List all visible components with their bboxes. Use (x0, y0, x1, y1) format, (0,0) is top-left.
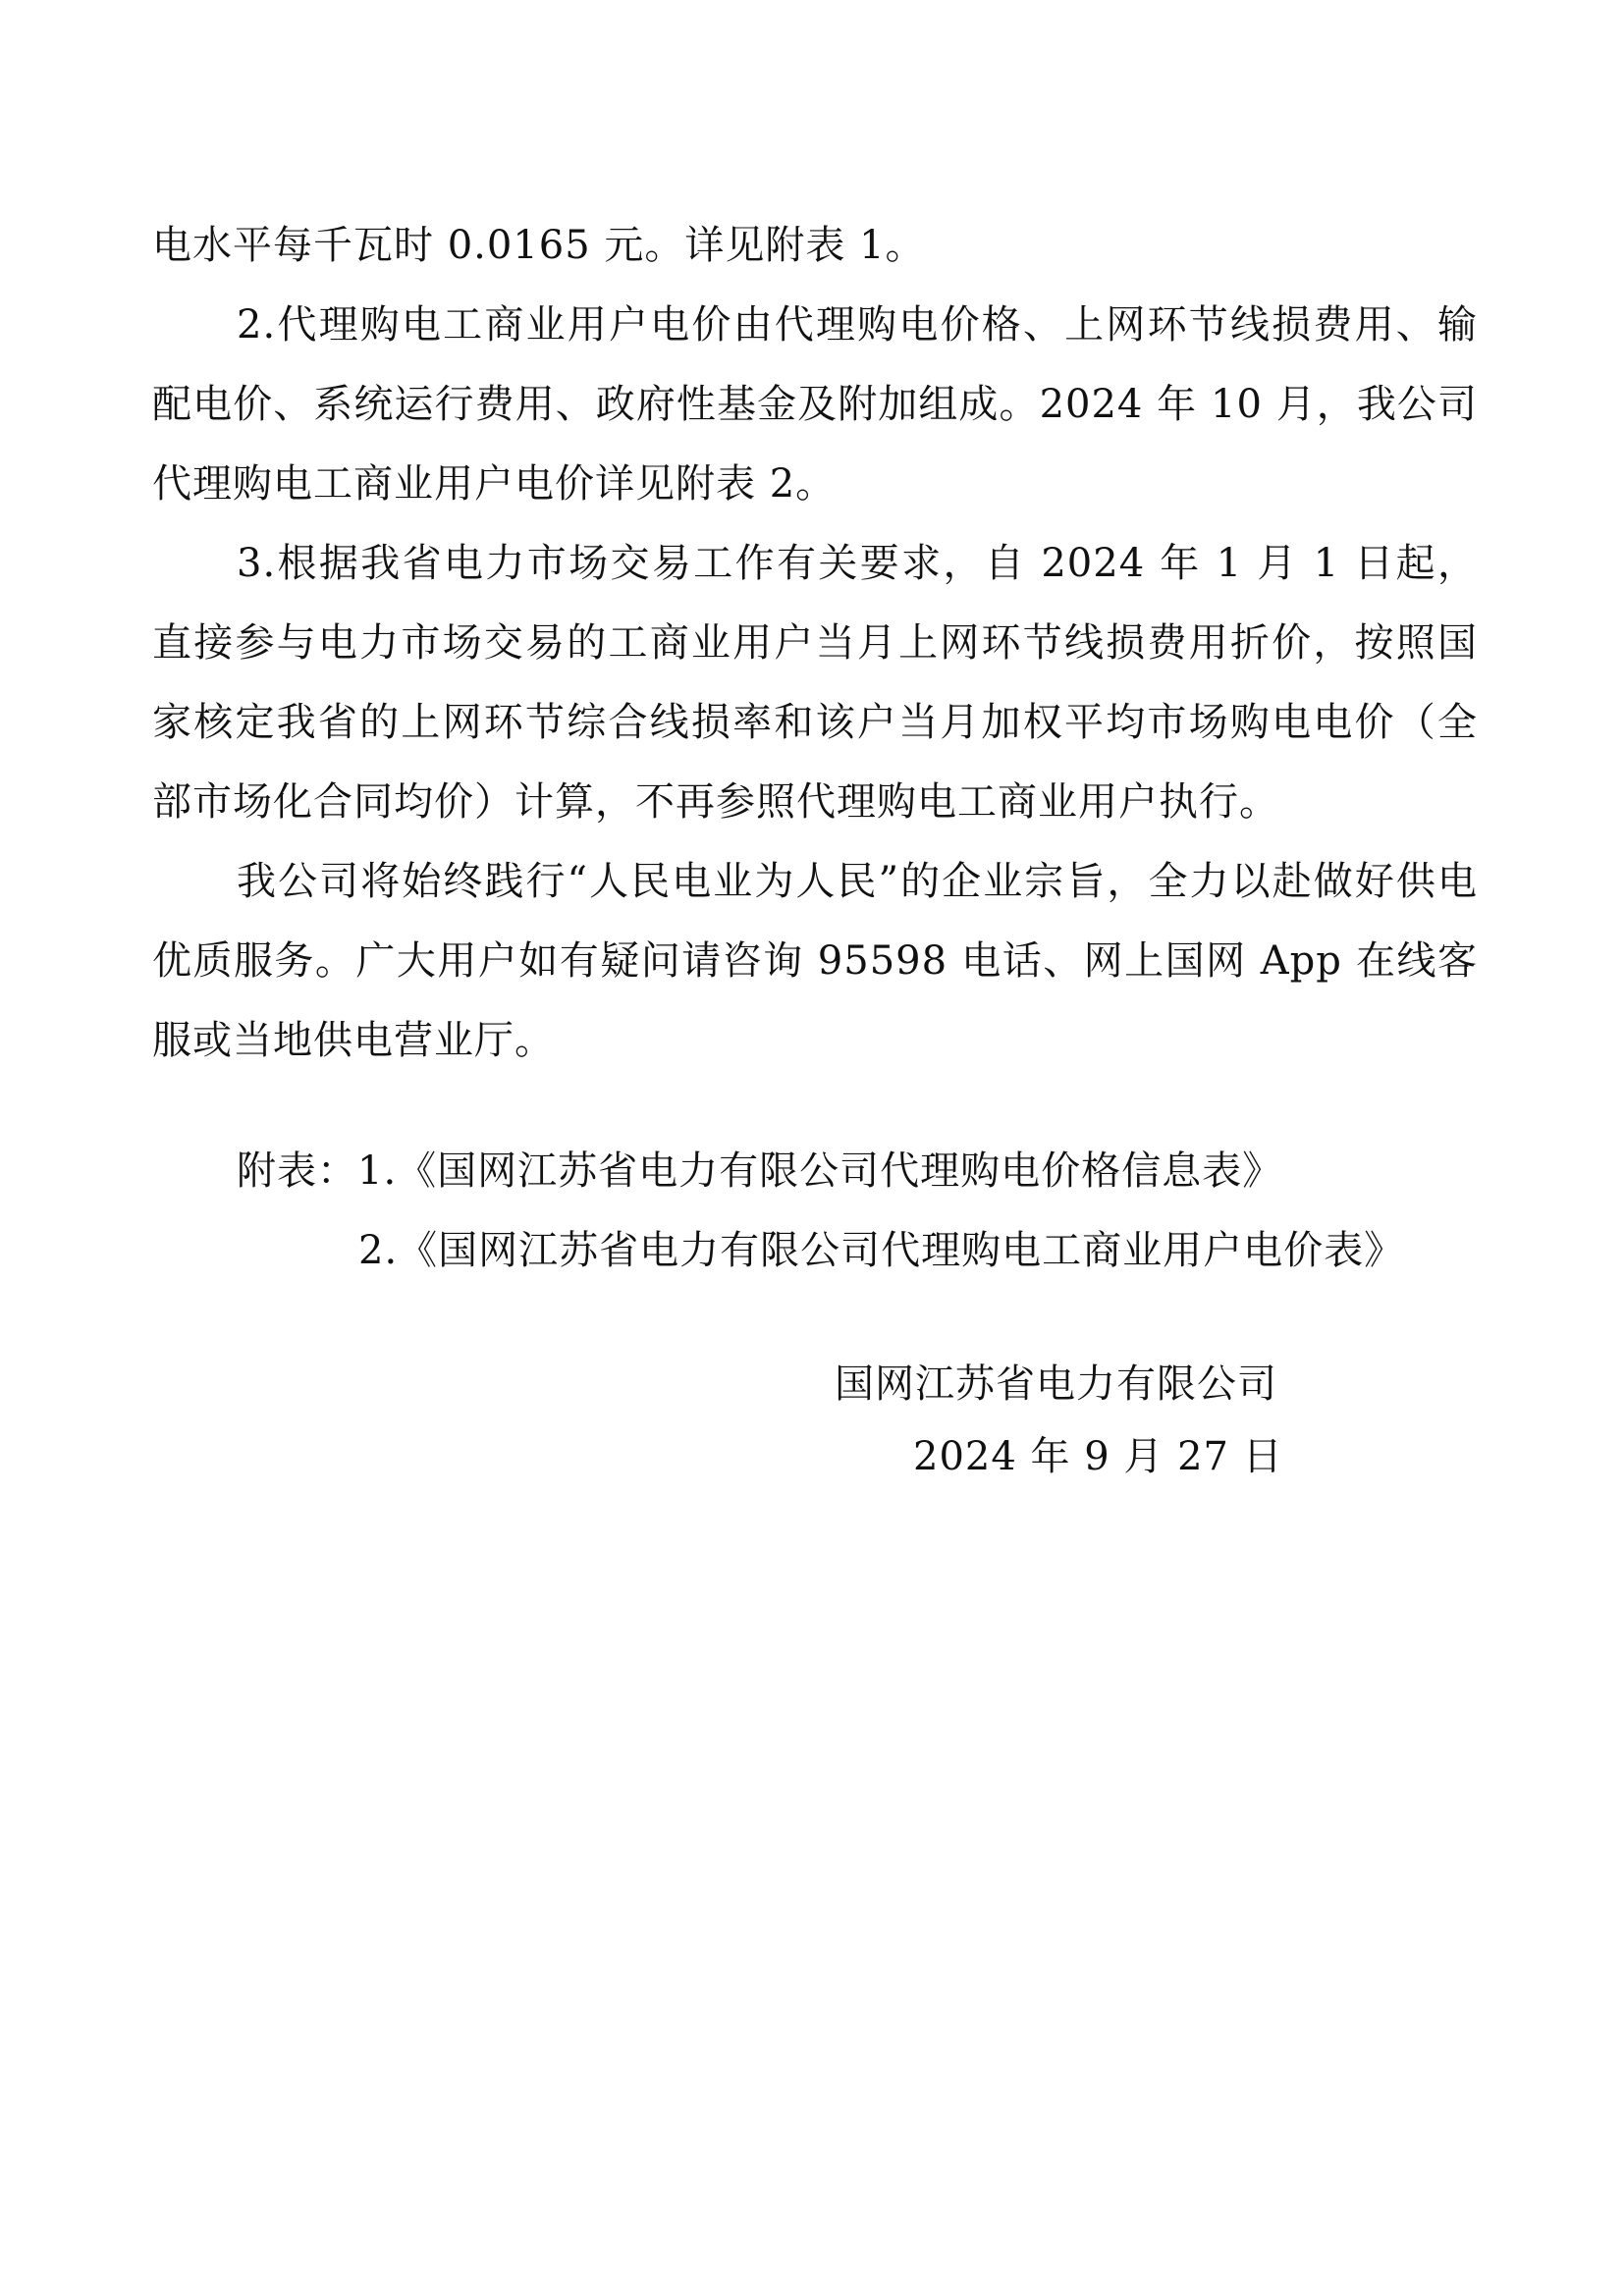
paragraph-service-statement: 我公司将始终践行“人民电业为人民”的企业宗旨，全力以赴做好供电优质服务。广大用户如有疑问请咨询 95598 电话、网上国网 App 在线客服或当地供电营业厅。 (152, 859, 1478, 1063)
paragraph-continuation: 电水平每千瓦时 0.0165 元。详见附表 1。 (152, 223, 926, 268)
attachments-label: 附表： (237, 1148, 357, 1194)
signature-organization: 国网江苏省电力有限公司 (835, 1362, 1277, 1407)
document-body (152, 206, 1478, 1081)
paragraph-item-2: 2.代理购电工商业用户电价由代理购电价格、上网环节线损费用、输配电价、系统运行费用、政府性基金及附加组成。2024 年 10 月，我公司代理购电工商业用户电价详见附表 2。 (152, 302, 1478, 507)
attachment-title-1: 1.《国网江苏省电力有限公司代理购电价格信息表》 (357, 1148, 1283, 1194)
attachment-item-2 (152, 1211, 1478, 1291)
signature-date: 2024 年 9 月 27 日 (913, 1434, 1283, 1479)
attachment-title-2: 2.《国网江苏省电力有限公司代理购电工商业用户电价表》 (358, 1228, 1405, 1273)
attachments-list (152, 1132, 1478, 1291)
signature-block (835, 1348, 1345, 1493)
paragraph-item-3: 3.根据我省电力市场交易工作有关要求，自 2024 年 1 月 1 日起，直接参与电力市场交易的工商业用户当月上网环节线损费用折价，按照国家核定我省的上网环节综合线损率和该户当月加权平均市场购电电价（全部市场化合同均价）计算，不再参照代理购电工商业用户执行。 (152, 541, 1478, 825)
attachment-item-1 (152, 1132, 1478, 1211)
